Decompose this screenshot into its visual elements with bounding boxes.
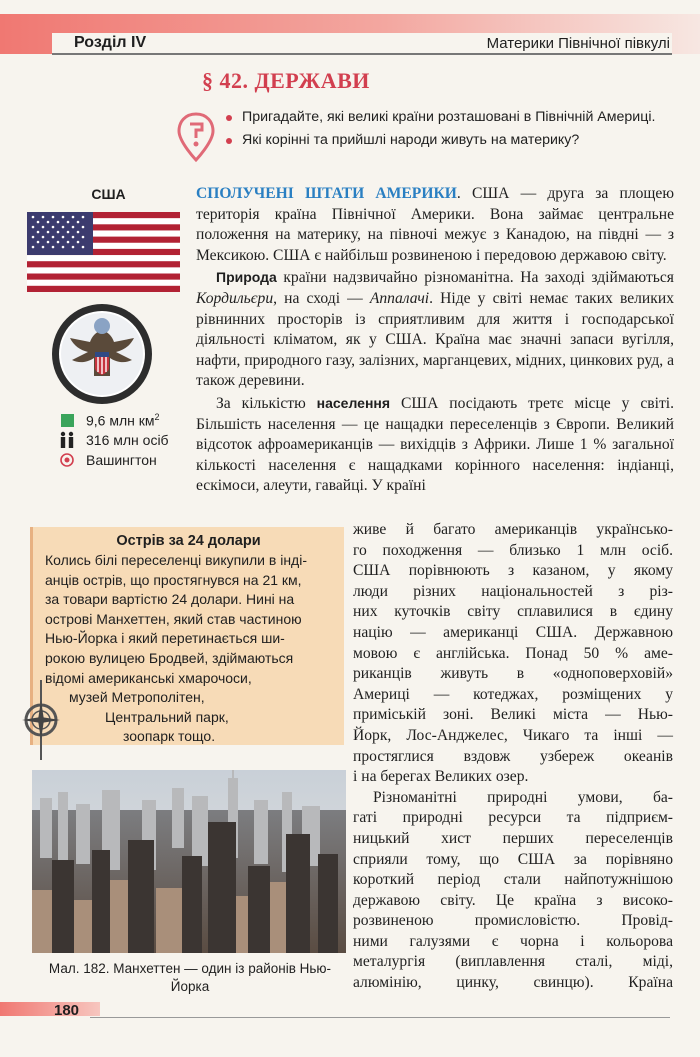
usa-flag [27, 212, 180, 292]
flow-text-column: живе й багато американців українсько- го походження — близько 1 млн осіб. США порівнюють з казаном, у якому люди різних національностей з різ- них куточків світу сплавилися в єдину націю — американці США. Державною мовою є англійська. Понад 50 % аме- риканців живуть в «одноповерховій» Америці — котеджах, розміщених у приміській зоні. Великі міста — Нью- Йорк, Лос-Анджелес, Чикаго та інші — простяглися вздовж узбереж океанів і на берегах Великих озер. Різноманітні природні умови, ба- гаті природні ресурси та підприєм- ницький хист перших переселенців сприяли тому, що США за порівняно короткий період стали найпотужнішою державою світу. Це країна з високо- розвиненою промисловістю. Провід- ними галузями є чорна і кольорова металургія (виплавлення сталі, міді, алюмінію, цинку, свинцю). Країна [353, 521, 673, 992]
intro-question: Які корінні та прийшлі народи живуть на материку? [224, 131, 664, 150]
paragraph-nature: Природа країни надзвичайно різноманітна. На заході здіймаються Кордильєри, на сході — Аппалачі. Ніде у світі немає таких великих рівнинних просторів із сприятливим для життя і господарської діяльності кліматом, як у США. Країна має значні запаси вугілля, нафти, природного газу, залізних, марганцевих, мідних, цинкових руд, а також деревини. [196, 269, 674, 390]
country-name: США [91, 186, 126, 202]
usa-seal [50, 302, 154, 406]
manhattan-photo [32, 770, 346, 953]
question-pin-icon [176, 112, 216, 164]
footer-band [0, 1002, 100, 1016]
country-stats [58, 410, 187, 470]
stat-capital-value: Вашингтон [86, 452, 157, 468]
intro-questions [224, 108, 664, 154]
capital-icon [58, 451, 76, 469]
main-text [196, 184, 674, 498]
compass-icon [20, 680, 62, 760]
chapter-label: Материки Північної півкулі [486, 34, 670, 52]
stat-population-value: 316 млн осіб [86, 432, 169, 448]
box-title: Острів за 24 долари [116, 533, 261, 549]
usa-heading: СПОЛУЧЕНІ ШТАТИ АМЕРИКИ [196, 185, 457, 202]
section-label: Розділ IV [74, 34, 147, 51]
page-number: 180 [54, 1002, 80, 1019]
intro-question: Пригадайте, які великі країни розташовані в Північній Америці. [224, 108, 664, 127]
photo-caption: Мал. 182. Манхеттен — один із районів Нью-Йорка [48, 961, 332, 994]
manhattan-info-box [30, 527, 344, 745]
people-icon [58, 431, 76, 449]
stat-population [58, 430, 187, 450]
area-square-icon [58, 411, 76, 429]
running-header [52, 33, 672, 55]
page-title: § 42. ДЕРЖАВИ [202, 68, 370, 93]
stat-area [58, 410, 187, 430]
country-sidebar [22, 186, 187, 470]
stat-area-value: 9,6 млн $км^2$ [86, 411, 160, 429]
footer-rule [90, 1017, 670, 1018]
stat-capital [58, 450, 187, 470]
paragraph-population: За кількістю населення США посідають третє місце у світі. Більшість населення — це нащадки переселенців з Європи. Великий відсоток афроамериканців — вихідців з Африки. Лише 1 % загальної кількості населення є нащадками корінного населення: індіанці, ескімоси, алеути, гавайці. У країні [196, 394, 674, 495]
paragraph-usa-intro: СПОЛУЧЕНІ ШТАТИ АМЕРИКИ. США — друга за площею територія країна Північної Америки. Вона займає центральне положення на материку, на півночі межує з Канадою, на півдні — з Мексикою. США є найбільш розвиненою і передовою державою світу. [196, 185, 674, 264]
box-body: Колись білі переселенці викупили в інді- анців острів, що простягнувся на 21 км, за товари вартістю 24 долари. Нині на острові Манхеттен, який став частиною Нью-Йорка і який перетинається ши- рокою вулицею Бродвей, здіймаються відомі американські хмарочоси, музей Метрополітен, Центральний парк, зоопарк тощо. [45, 552, 308, 745]
